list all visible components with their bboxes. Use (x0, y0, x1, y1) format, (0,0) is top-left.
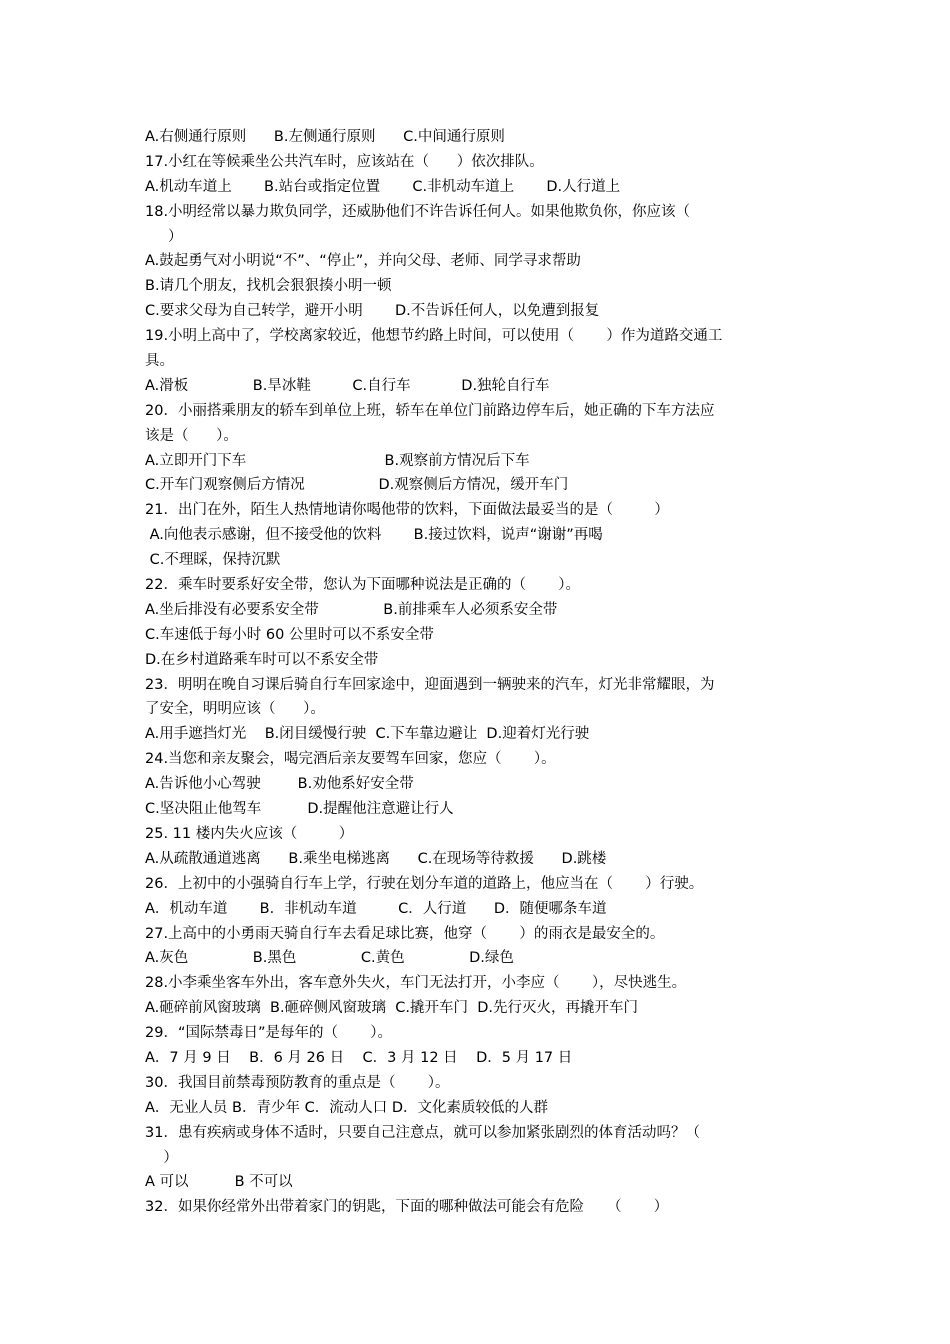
options-q30: A．无业人员 B．青少年 C．流动人口 D．文化素质较低的人群 (145, 1099, 548, 1116)
question-21: 21．出门在外，陌生人热情地请你喝他带的饮料，下面做法最妥当的是（ ） (145, 502, 669, 519)
question-27: 27.上高中的小勇雨天骑自行车去看足球比赛，他穿（ ）的雨衣是最安全的。 (145, 925, 665, 942)
options-q28: A.砸碎前风窗玻璃 B.砸碎侧风窗玻璃 C.撬开车门 D.先行灭火，再撬开车门 (145, 1000, 638, 1017)
question-23: 23．明明在晚自习课后骑自行车回家途中，迎面遇到一辆驶来的汽车，灯光非常耀眼，为 (145, 676, 715, 693)
options-q21-ab: A.向他表示感谢，但不接受他的饮料 B.接过饮料，说声“谢谢”再喝 (145, 527, 603, 544)
question-26: 26．上初中的小强骑自行车上学，行驶在划分车道的道路上，他应当在（ ）行驶。 (145, 875, 704, 892)
question-24: 24.当您和亲友聚会，喝完酒后亲友要驾车回家，您应（ ）。 (145, 751, 556, 768)
question-19: 19.小明上高中了，学校离家较近，他想节约路上时间，可以使用（ ）作为道路交通工 (145, 328, 723, 345)
options-q22-ab: A.坐后排没有必要系安全带 B.前排乘车人必须系安全带 (145, 601, 558, 618)
question-31-cont: ） (145, 1149, 178, 1166)
question-20-cont: 该是（ ）。 (145, 427, 238, 444)
option-q21-c: C.不理睬，保持沉默 (145, 552, 281, 569)
question-30: 30．我国目前禁毒预防教育的重点是（ ）。 (145, 1074, 450, 1091)
options-q23: A.用手遮挡灯光 B.闭目缓慢行驶 C.下车靠边避让 D.迎着灯光行驶 (145, 726, 590, 743)
options-q20-cd: C.开车门观察侧后方情况 D.观察侧后方情况，缓开车门 (145, 477, 569, 494)
question-32: 32．如果你经常外出带着家门的钥匙，下面的哪种做法可能会有危险 （ ） (145, 1199, 669, 1216)
options-q26: A．机动车道 B．非机动车道 C．人行道 D．随便哪条车道 (145, 900, 607, 917)
option-q18-a: A.鼓起勇气对小明说“不”、“停止”，并向父母、老师、同学寻求帮助 (145, 253, 581, 270)
options-q19: A.滑板 B.旱冰鞋 C.自行车 D.独轮自行车 (145, 377, 550, 394)
options-q29: A．7 月 9 日 B．6 月 26 日 C．3 月 12 日 D．5 月 17 日 (145, 1049, 573, 1066)
question-19-cont: 具。 (145, 353, 174, 370)
options-q31: A 可以 B 不可以 (145, 1174, 293, 1191)
question-list (145, 125, 810, 1220)
options-q16: A.右侧通行原则 B.左侧通行原则 C.中间通行原则 (145, 129, 505, 145)
options-q18-cd: C.要求父母为自己转学，避开小明 D.不告诉任何人，以免遭到报复 (145, 303, 600, 320)
options-q20-ab: A.立即开门下车 B.观察前方情况后下车 (145, 452, 530, 469)
question-18-cont: ） (145, 228, 183, 245)
options-q17: A.机动车道上 B.站台或指定位置 C.非机动车道上 D.人行道上 (145, 178, 621, 195)
question-31: 31．患有疾病或身体不适时，只要自己注意点，就可以参加紧张剧烈的体育活动吗？（ (145, 1124, 700, 1141)
question-28: 28.小李乘坐客车外出，客车意外失火，车门无法打开，小李应（ ），尽快逃生。 (145, 975, 687, 992)
question-18: 18.小明经常以暴力欺负同学，还威胁他们不许告诉任何人。如果他欺负你，你应该（ (145, 203, 691, 220)
options-q24-ab: A.告诉他小心驾驶 B.劝他系好安全带 (145, 776, 414, 793)
question-29: 29．“国际禁毒日”是每年的（ ）。 (145, 1025, 392, 1042)
question-23-cont: 了安全，明明应该（ ）。 (145, 701, 325, 718)
options-q24-cd: C.坚决阻止他驾车 D.提醒他注意避让行人 (145, 801, 454, 818)
question-20: 20．小丽搭乘朋友的轿车到单位上班，轿车在单位门前路边停车后，她正确的下车方法应 (145, 402, 715, 419)
question-17: 17.小红在等候乘坐公共汽车时，应该站在（ ）依次排队。 (145, 153, 544, 170)
question-22: 22．乘车时要系好安全带，您认为下面哪种说法是正确的（ ）。 (145, 577, 580, 594)
options-q25: A.从疏散通道逃离 B.乘坐电梯逃离 C.在现场等待救援 D.跳楼 (145, 850, 607, 867)
option-q18-b: B.请几个朋友，找机会狠狠揍小明一顿 (145, 278, 392, 295)
question-25: 25. 11 楼内失火应该（ ） (145, 825, 354, 842)
option-q22-d: D.在乡村道路乘车时可以不系安全带 (145, 651, 379, 668)
options-q27: A.灰色 B.黑色 C.黄色 D.绿色 (145, 950, 514, 967)
option-q22-c: C.车速低于每小时 60 公里时可以不系安全带 (145, 626, 434, 643)
